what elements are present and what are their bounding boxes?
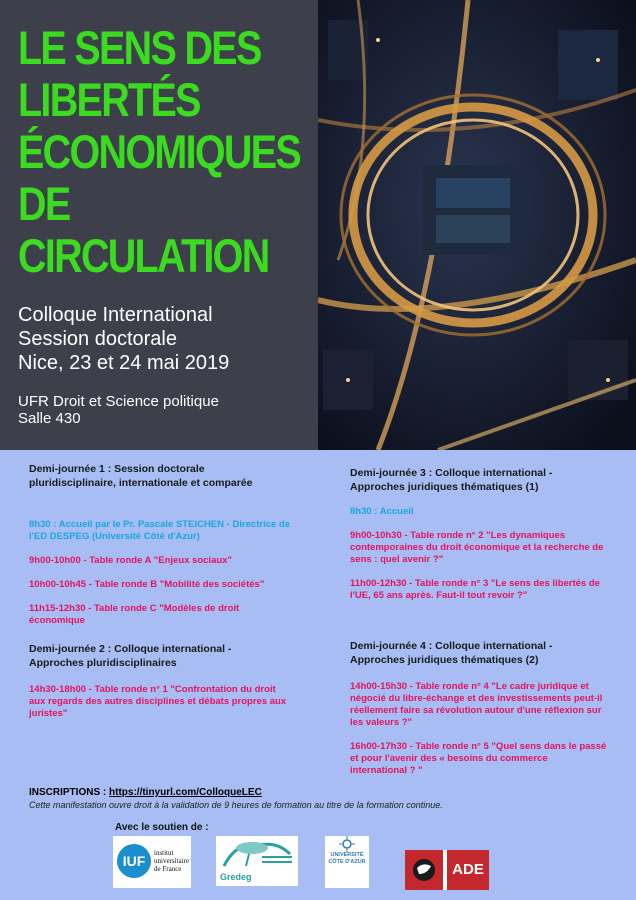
title-line: LIBERTÉS	[18, 73, 200, 126]
item-line: l'UE, 65 ans après. Faut-il tout revoir ?"	[350, 590, 528, 601]
item-line: 11h15-12h30 - Table ronde C "Modèles de droit	[29, 603, 240, 614]
iuf-text	[154, 849, 189, 873]
heading-line: Demi-journée 4 : Colloque international -	[350, 640, 553, 652]
uca-sun-icon	[325, 836, 369, 852]
session-day3	[350, 466, 612, 602]
item-line: réellement faire sa révolution autour d'une réflexion sur	[350, 705, 602, 716]
support-label: Avec le soutien de :	[115, 822, 209, 833]
session-day4	[350, 639, 612, 777]
heading-line: Demi-journée 2 : Colloque international -	[29, 643, 232, 655]
agenda-item	[350, 681, 612, 729]
iuf-line: de France	[154, 865, 182, 873]
night-roundabout-illustration	[318, 0, 636, 450]
iuf-logo	[113, 836, 191, 888]
heading-line: pluridisciplinaire, internationale et comparée	[29, 477, 253, 489]
uca-line: UNIVERSITÉ	[330, 852, 364, 858]
item-line: les valeurs ?"	[350, 717, 413, 728]
agenda-item	[29, 579, 299, 591]
uca-logo	[325, 836, 369, 888]
agenda-item	[29, 603, 299, 627]
heading-line: Approches juridiques thématiques (2)	[350, 654, 539, 666]
session-day1	[29, 462, 299, 627]
session-heading	[29, 642, 299, 670]
session-day2	[29, 642, 299, 720]
agenda-item	[29, 519, 299, 543]
title-line: DE	[18, 177, 70, 230]
iuf-line: universitaire	[154, 857, 189, 865]
venue-line: UFR Droit et Science politique	[18, 393, 219, 410]
inscriptions	[29, 787, 262, 798]
item-line: 9h00-10h30 - Table ronde n° 2 "Les dynamiques	[350, 530, 566, 541]
agenda-item	[29, 555, 299, 567]
item-line: sens : quel avenir ?"	[350, 554, 444, 565]
heading-line: Approches pluridisciplinaires	[29, 657, 177, 669]
training-note: Cette manifestation ouvre droit à la validation de 9 heures de formation au titre de la formation continue.	[29, 800, 443, 810]
highway-interchange-photo	[318, 0, 636, 450]
uca-text	[327, 852, 367, 865]
title-line: CIRCULATION	[18, 229, 269, 282]
item-line: juristes"	[29, 708, 68, 719]
subtitle-line: Session doctorale	[18, 328, 177, 350]
event-date: Nice, 23 et 24 mai 2019	[18, 352, 230, 374]
gredeg-text: Gredeg	[220, 872, 252, 882]
heading-line: Demi-journée 1 : Session doctorale	[29, 463, 205, 475]
item-line: 14h00-15h30 - Table ronde n° 4 "Le cadre juridique et	[350, 681, 589, 692]
agenda-item	[29, 684, 299, 720]
item-line: 8h30 : Accueil par le Pr. Pascale STEICHEN - Directrice de	[29, 519, 291, 530]
inscriptions-link[interactable]: https://tinyurl.com/ColloqueLEC	[109, 787, 262, 798]
item-line: et pour l'avenir des « besoins du commerce	[350, 753, 548, 764]
heading-line: Approches juridiques thématiques (1)	[350, 481, 539, 493]
title-line: LE SENS DES	[18, 21, 261, 74]
ade-logo	[405, 850, 489, 890]
inscriptions-label: INSCRIPTIONS :	[29, 787, 110, 798]
item-line: international ? "	[350, 765, 423, 776]
item-line: l'ED DESPEG (Université Côté d'Azur)	[29, 531, 200, 542]
heading-line: Demi-journée 3 : Colloque international -	[350, 467, 553, 479]
agenda-item	[350, 741, 612, 777]
agenda-item	[350, 506, 612, 518]
event-title	[18, 22, 318, 282]
ade-text: ADE	[447, 850, 489, 890]
iuf-mark: IUF	[117, 844, 151, 878]
item-line: 10h00-10h45 - Table ronde B "Mobilité des sociétés"	[29, 579, 265, 590]
item-line: négocié du libre-échange et des investissements peut-il	[350, 693, 603, 704]
item-line: 16h00-17h30 - Table ronde n° 5 "Quel sens dans le passé	[350, 741, 607, 752]
agenda-item	[350, 578, 612, 602]
event-subtitle	[18, 303, 229, 375]
session-heading	[350, 639, 612, 667]
globe-icon	[405, 850, 443, 890]
iuf-line: institut	[154, 849, 174, 857]
item-line: 9h00-10h00 - Table ronde A "Enjeux sociaux"	[29, 555, 232, 566]
ade-globe-block	[405, 850, 443, 890]
venue-room: Salle 430	[18, 410, 81, 427]
session-heading	[350, 466, 612, 494]
item-line: 11h00-12h30 - Table ronde n° 3 "Le sens des libertés de	[350, 578, 600, 589]
item-line: aux regards des autres disciplines et débats propres aux	[29, 696, 287, 707]
event-venue	[18, 393, 219, 427]
agenda-item	[350, 530, 612, 566]
item-line: 14h30-18h00 - Table ronde n° 1 "Confrontation du droit	[29, 684, 276, 695]
title-line: ÉCONOMIQUES	[18, 125, 301, 178]
session-heading	[29, 462, 299, 490]
subtitle-line: Colloque International	[18, 304, 213, 326]
item-line: contemporaines du droit économique et la recherche de	[350, 542, 604, 553]
item-line: 8h30 : Accueil	[350, 506, 414, 517]
gredeg-logo	[216, 836, 298, 886]
uca-line: CÔTE D'AZUR	[328, 858, 366, 865]
gredeg-tree-icon	[216, 836, 298, 870]
item-line: économique	[29, 615, 85, 626]
